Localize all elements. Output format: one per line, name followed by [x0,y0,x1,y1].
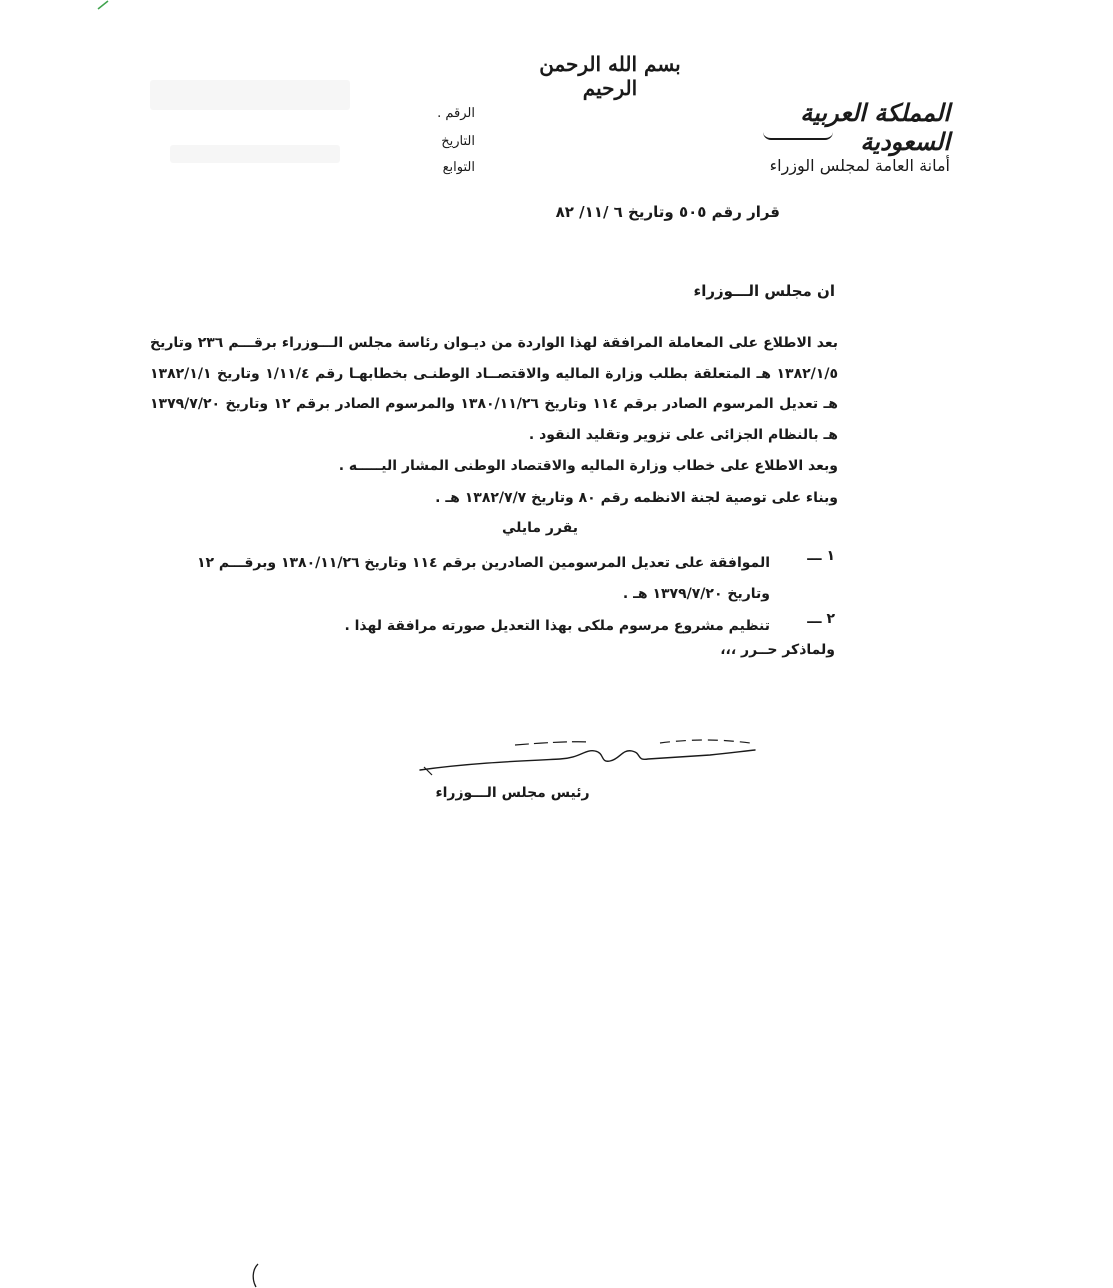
closing-line: ولماذكر حــرر ،،، [720,642,835,658]
margin-mark [248,1262,264,1288]
clause-text: تنظيم مشروع مرسوم ملكى بهذا التعديل صورته مرافقة لهذا . [344,618,770,634]
secretariat-name: أمانة العامة لمجلس الوزراء [769,156,950,175]
council-heading: ان مجلس الـــوزراء [693,282,835,300]
attachments-label: التوابع [442,160,475,175]
decision-number-line: قرار رقم ٥٠٥ وتاريخ ٦ /١١/ ٨٢ [555,203,780,221]
green-edge-mark [96,0,116,10]
clause-number: ١ ـــ [807,548,835,564]
handwritten-signature [410,715,765,785]
clause-text: الموافقة على تعديل المرسومين الصادرين برقم ١١٤ وتاريخ ١٣٨٠/١١/٢٦ وبرقـــم ١٢ وتاريخ ١٣٧٩/٧/٢٠ هـ . [196,555,770,602]
reference-number-label: الرقم . [437,106,475,121]
resolves-heading: يقرر مايلي [501,520,579,536]
recommendation-paragraph: وبناء على توصية لجنة الانظمه رقم ٨٠ وتاريخ ١٣٨٢/٧/٧ هـ . [435,490,838,506]
preamble-paragraph: بعد الاطلاع على المعاملة المرافقة لهذا الواردة من ديـوان رئاسة مجلس الـــوزراء برقـــم ٢٣٦ وتاريخ ١٣٨٢/١/٥ هـ المتعلقة بطلب وزارة الماليه والاقتصــاد الوطنـى بخطابهـا رقم ١/١١/٤ وتاريخ ١٣٨٢/١/١ هـ تعديل المرسوم الصادر برقم ١١٤ وتاريخ ١٣٨٠/١١/٢٦ والمرسوم الصادر برقم ١٢ وتاريخ ١٣٧٩/٧/٢٠ هـ بالنظام الجزائى على تزوير وتقليد النقود . [150,335,839,443]
review-paragraph: وبعد الاطلاع على خطاب وزارة الماليه والاقتصاد الوطنى المشار اليـــــه . [338,458,838,474]
country-name-text: المملكة العربية السعودية [800,98,950,156]
signer-title: رئيس مجلس الـــوزراء [435,785,590,801]
basmala: بسم الله الرحمن الرحيم [539,52,681,100]
country-name [745,98,950,156]
bleed-through-mark [150,80,350,110]
reference-date-label: التاريخ [441,134,475,149]
clause-number: ٢ ـــ [807,611,835,627]
calligraphy-swash [763,132,833,140]
bleed-through-mark [170,145,340,163]
